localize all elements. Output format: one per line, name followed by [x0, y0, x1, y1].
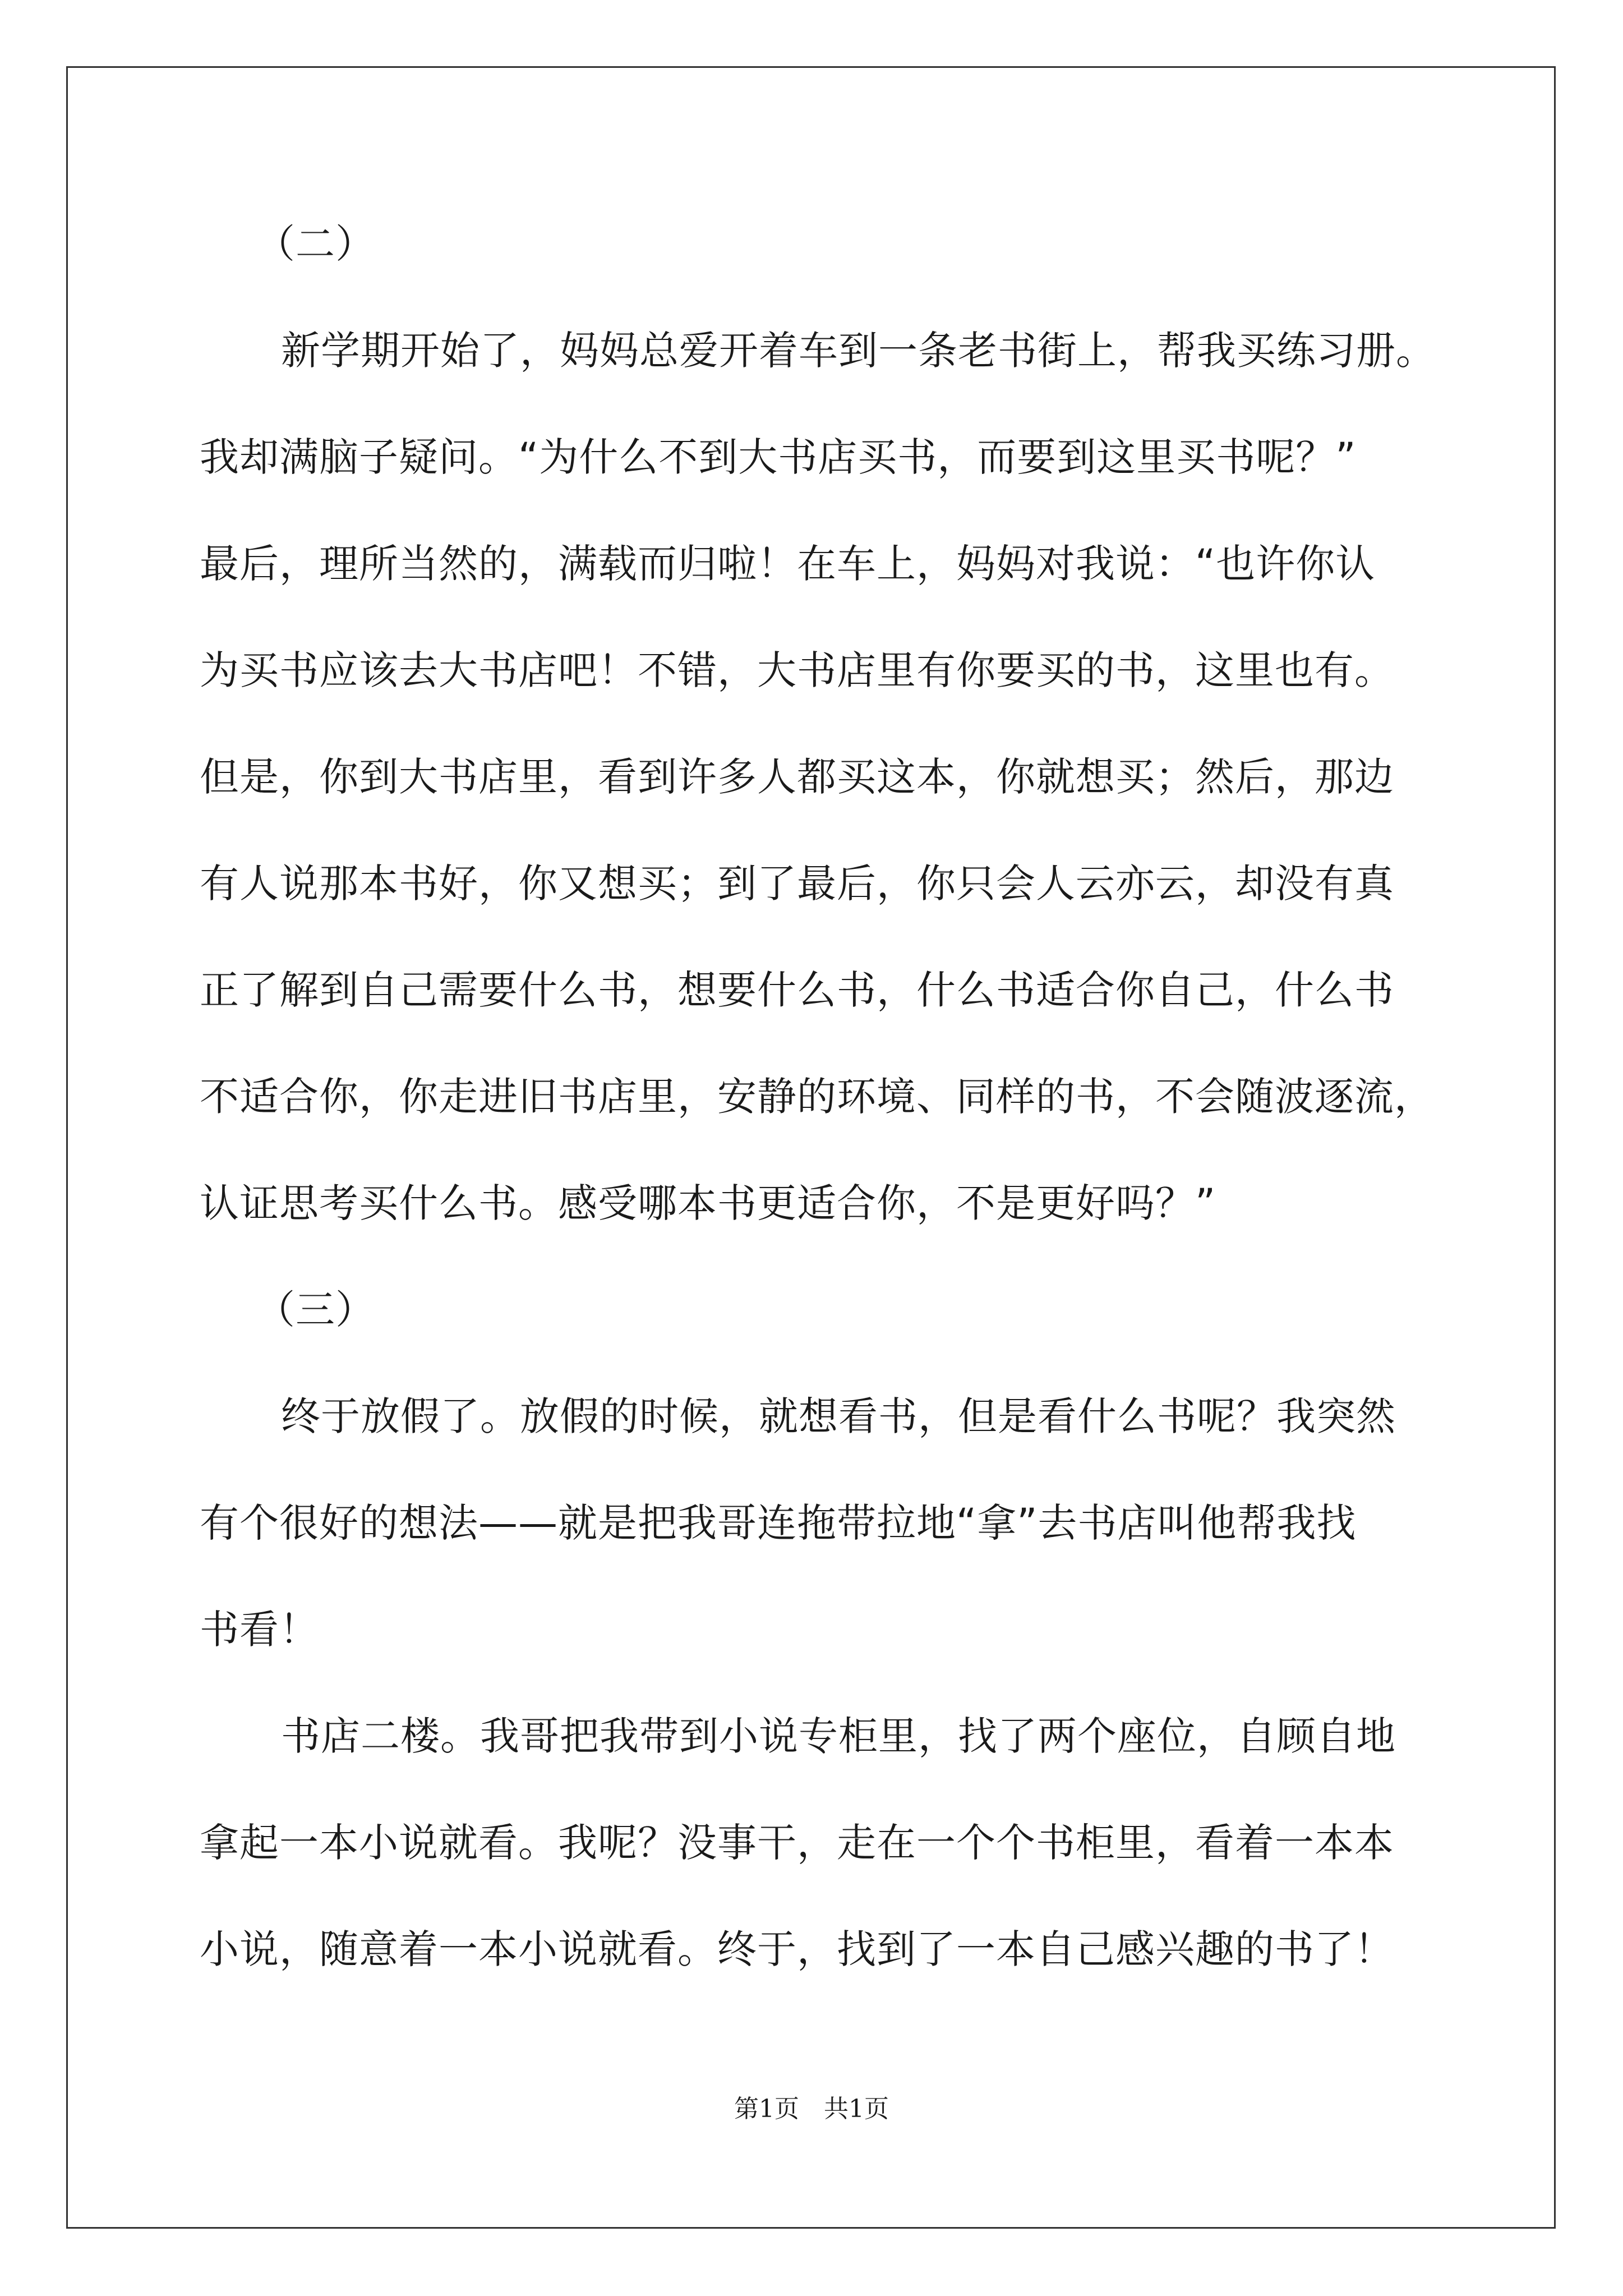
paragraph-line: 为买书应该去大书店吧！不错，大书店里有你要买的书，这里也有。 [200, 647, 1394, 693]
paragraph-line: 最后，理所当然的，满载而归啦！在车上，妈妈对我说：“也许你认 [200, 541, 1376, 587]
paragraph-line: 但是，你到大书店里，看到许多人都买这本，你就想买；然后，那边 [200, 754, 1394, 800]
paragraph-line: 不适合你，你走进旧书店里，安静的环境、同样的书，不会随波逐流， [200, 1074, 1434, 1120]
paragraph-line: 我却满脑子疑问。“为什么不到大书店买书，而要到这里买书呢？” [200, 434, 1357, 480]
paragraph-line: 有人说那本书好，你又想买；到了最后，你只会人云亦云，却没有真 [200, 861, 1394, 907]
page-frame [66, 66, 1556, 2229]
section-heading-3: （三） [256, 1287, 375, 1333]
paragraph-line: 书店二楼。我哥把我带到小说专柜里，找了两个座位，自顾自地 [281, 1713, 1396, 1759]
paragraph-line: 有个很好的想法——就是把我哥连拖带拉地“拿”去书店叫他帮我找 [200, 1500, 1357, 1546]
paragraph-line: 拿起一本小说就看。我呢？没事干，走在一个个书柜里，看着一本本 [200, 1820, 1394, 1866]
paragraph-line: 认证思考买什么书。感受哪本书更适合你，不是更好吗？” [200, 1180, 1216, 1226]
paragraph-line: 终于放假了。放假的时候，就想看书，但是看什么书呢？我突然 [281, 1393, 1396, 1439]
paragraph-line: 书看！ [200, 1607, 319, 1653]
section-heading-2: （二） [256, 221, 375, 267]
paragraph-line: 正了解到自己需要什么书，想要什么书，什么书适合你自己，什么书 [200, 967, 1394, 1013]
paragraph-line: 小说，随意着一本小说就看。终于，找到了一本自己感兴趣的书了！ [200, 1926, 1394, 1972]
page-footer: 第1页 共1页 [734, 2095, 889, 2123]
paragraph-line: 新学期开始了，妈妈总爱开着车到一条老书街上，帮我买练习册。 [281, 328, 1436, 374]
